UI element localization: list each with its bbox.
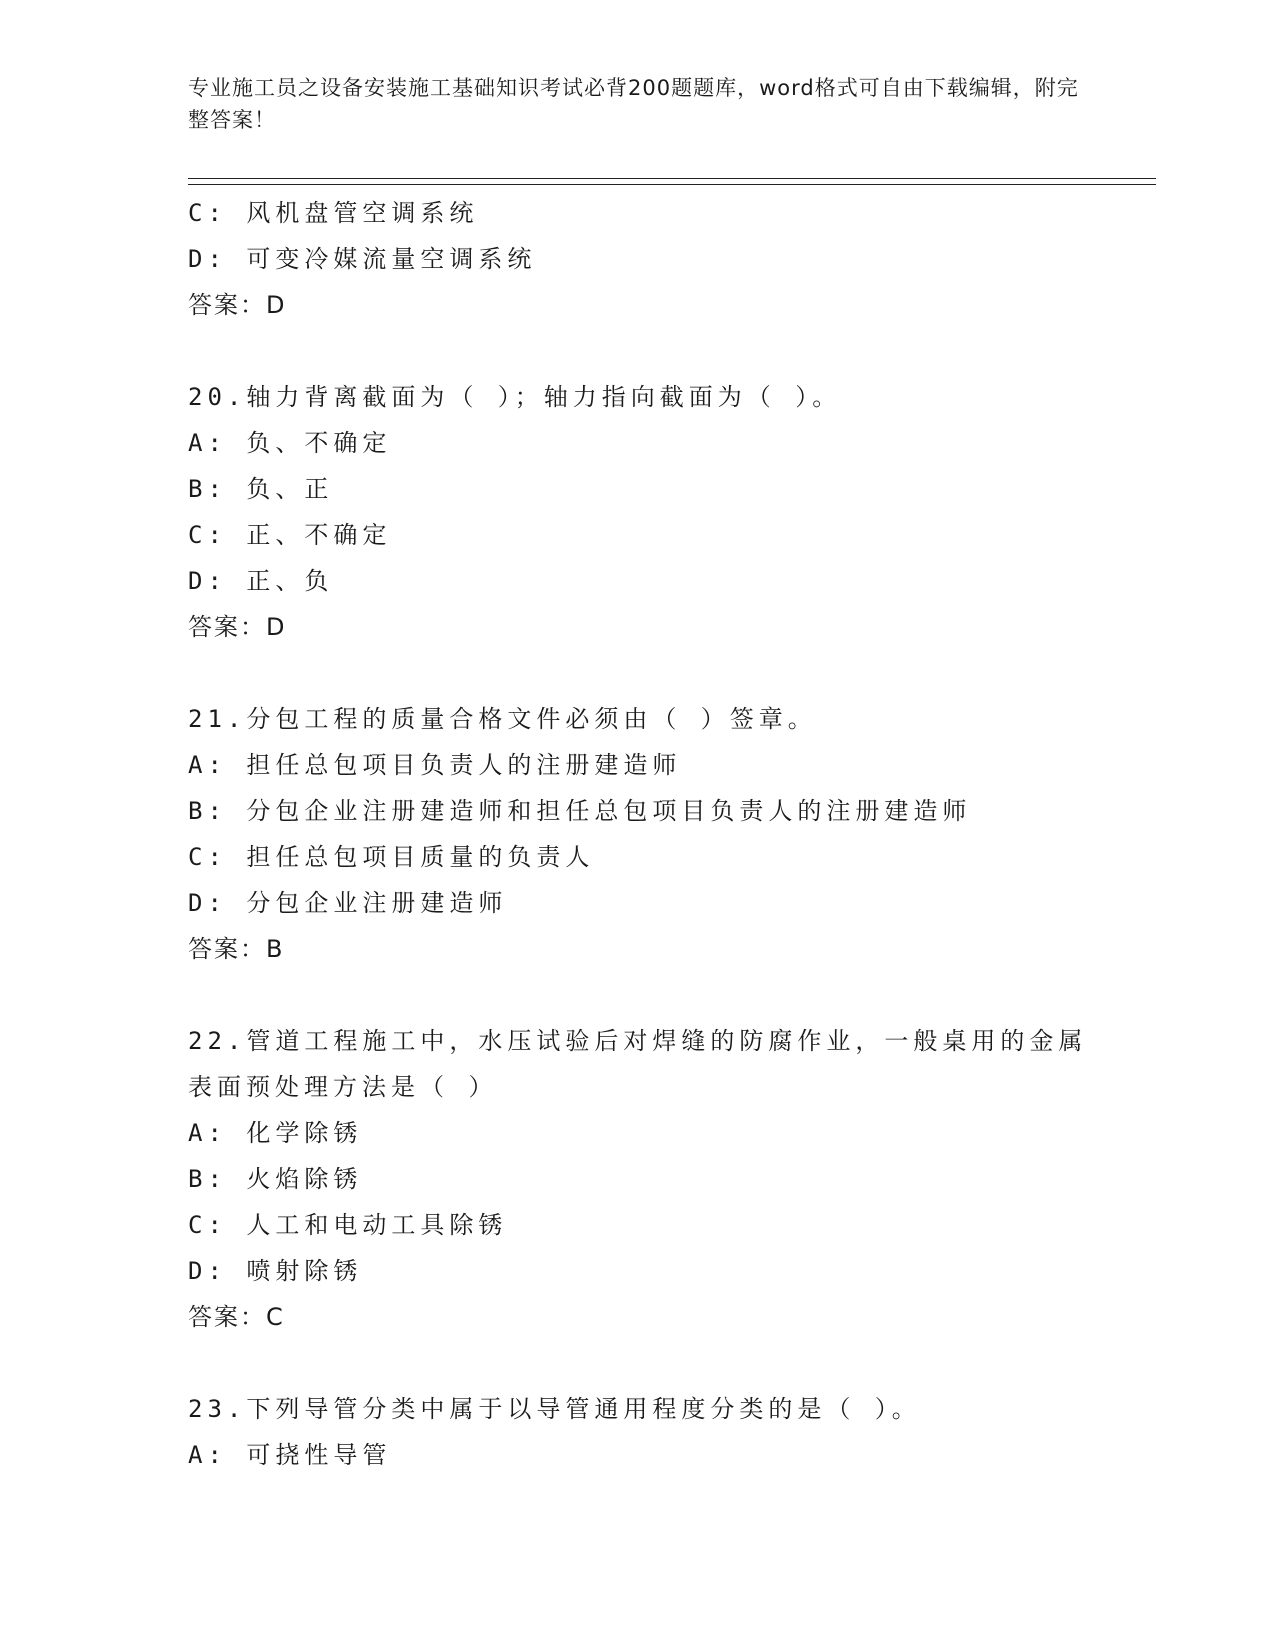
question-21 <box>188 696 1148 972</box>
answer-line: 答案：D <box>188 613 287 641</box>
question-stem: 22.管道工程施工中，水压试验后对焊缝的防腐作业，一般桌用的金属表面预处理方法是（ ） <box>188 1027 1088 1101</box>
question-stem: 21.分包工程的质量合格文件必须由（ ）签章。 <box>188 705 817 733</box>
header-rule-top <box>188 178 1156 179</box>
option-a: A: 负、不确定 <box>188 429 392 457</box>
answer-line: 答案：D <box>188 291 287 319</box>
option-a: A: 担任总包项目负责人的注册建造师 <box>188 751 682 779</box>
answer-line: 答案：C <box>188 1303 285 1331</box>
spacer <box>188 328 1148 374</box>
option-a: A: 化学除锈 <box>188 1119 363 1147</box>
spacer <box>188 972 1148 1018</box>
option-d: D: 正、负 <box>188 567 334 595</box>
option-b: B: 分包企业注册建造师和担任总包项目负责人的注册建造师 <box>188 797 972 825</box>
option-d: D: 可变冷媒流量空调系统 <box>188 245 537 273</box>
answer-line: 答案：B <box>188 935 285 963</box>
spacer <box>188 1340 1148 1386</box>
option-c: C: 正、不确定 <box>188 521 392 549</box>
question-23 <box>188 1386 1148 1478</box>
option-b: B: 火焰除锈 <box>188 1165 363 1193</box>
question-stem: 20.轴力背离截面为（ ）；轴力指向截面为（ ）。 <box>188 383 842 411</box>
option-d: D: 喷射除锈 <box>188 1257 363 1285</box>
option-c: C: 风机盘管空调系统 <box>188 199 479 227</box>
question-20 <box>188 374 1148 650</box>
option-c: C: 人工和电动工具除锈 <box>188 1211 508 1239</box>
leading-block <box>188 190 1148 328</box>
header-rule-bottom <box>188 184 1156 185</box>
option-c: C: 担任总包项目质量的负责人 <box>188 843 595 871</box>
question-list <box>188 190 1148 1478</box>
option-b: B: 负、正 <box>188 475 334 503</box>
option-a: A: 可挠性导管 <box>188 1441 392 1469</box>
spacer <box>188 650 1148 696</box>
document-header: 专业施工员之设备安装施工基础知识考试必背200题题库，word格式可自由下载编辑，附完整答案！ <box>188 76 1079 132</box>
option-d: D: 分包企业注册建造师 <box>188 889 508 917</box>
question-22 <box>188 1018 1148 1340</box>
question-stem: 23.下列导管分类中属于以导管通用程度分类的是（ ）。 <box>188 1395 921 1423</box>
